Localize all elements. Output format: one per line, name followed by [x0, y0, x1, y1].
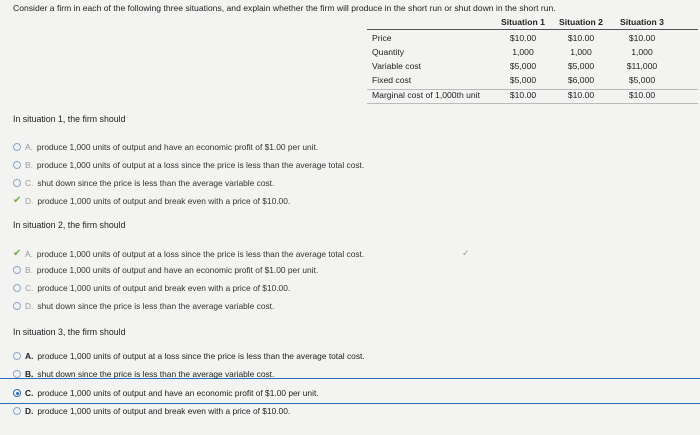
cell: $5,000: [509, 61, 537, 71]
radio-icon[interactable]: [13, 179, 21, 187]
table-row: [367, 90, 698, 103]
option-text: shut down since the price is less than the average variable cost.: [37, 178, 275, 188]
q2-option-a[interactable]: [13, 248, 364, 259]
header-situation-3: Situation 3: [620, 17, 664, 27]
option-letter: C.: [25, 178, 34, 188]
option-text: produce 1,000 units of output at a loss since the price is less than the average total cost.: [36, 160, 365, 170]
table-row: [367, 33, 698, 46]
option-text: produce 1,000 units of output at a loss since the price is less than the average total cost.: [36, 248, 365, 259]
cell: $10.00: [567, 90, 595, 100]
cell: $10.00: [509, 90, 537, 100]
radio-icon[interactable]: [13, 407, 21, 415]
table-divider: [367, 103, 698, 104]
radio-icon[interactable]: [13, 284, 21, 292]
cell: 1,000: [570, 47, 592, 57]
q2-option-d[interactable]: [13, 301, 274, 311]
option-text: shut down since the price is less than the average variable cost.: [37, 301, 275, 311]
option-text: produce 1,000 units of output and break even with a price of $10.00.: [37, 283, 291, 293]
option-letter: B.: [25, 160, 33, 170]
question-1: In situation 1, the firm should: [13, 114, 126, 124]
table-row: [367, 47, 698, 60]
cell: $6,000: [567, 75, 595, 85]
cell: $11,000: [626, 61, 658, 71]
option-text: produce 1,000 units of output and break even with a price of $10.00.: [37, 195, 291, 206]
radio-icon[interactable]: [13, 352, 21, 360]
option-text: produce 1,000 units of output and break even with a price of $10.00.: [37, 406, 291, 416]
radio-icon[interactable]: [13, 302, 21, 310]
option-letter: B.: [25, 369, 34, 379]
table-row: [367, 61, 698, 74]
option-text: shut down since the price is less than the average variable cost.: [37, 369, 275, 379]
check-icon: ✓: [462, 248, 470, 258]
q3-option-c[interactable]: [13, 388, 319, 398]
check-icon: ✔: [13, 195, 22, 206]
option-text: produce 1,000 units of output and have an economic profit of $1.00 per unit.: [36, 265, 319, 275]
cell: $5,000: [628, 75, 656, 85]
option-letter: D.: [25, 195, 34, 206]
cell: 1,000: [631, 47, 653, 57]
cell: $5,000: [567, 61, 595, 71]
radio-selected-icon[interactable]: [13, 389, 21, 397]
radio-icon[interactable]: [13, 161, 21, 169]
row-label: Price: [372, 33, 392, 43]
q1-option-c[interactable]: [13, 178, 274, 188]
row-label: Fixed cost: [372, 75, 412, 85]
cell: $10.00: [567, 33, 595, 43]
q3-option-d[interactable]: [13, 406, 290, 416]
cell: $10.00: [509, 33, 537, 43]
q1-option-d[interactable]: [13, 195, 290, 206]
question-3: In situation 3, the firm should: [13, 327, 126, 337]
radio-icon[interactable]: [13, 370, 21, 378]
option-letter: D.: [25, 301, 34, 311]
row-label: Variable cost: [372, 61, 422, 71]
option-text: produce 1,000 units of output at a loss since the price is less than the average total cost.: [37, 351, 365, 361]
option-letter: D.: [25, 406, 34, 416]
cell: 1,000: [512, 47, 534, 57]
header-situation-1: Situation 1: [501, 17, 545, 27]
cell: $10.00: [628, 33, 656, 43]
option-text: produce 1,000 units of output and have an economic profit of $1.00 per unit.: [37, 388, 319, 398]
q1-option-a[interactable]: [13, 142, 318, 152]
option-text: produce 1,000 units of output and have an economic profit of $1.00 per unit.: [36, 142, 319, 152]
option-letter: C.: [25, 283, 34, 293]
q1-option-b[interactable]: [13, 160, 364, 170]
radio-icon[interactable]: [13, 266, 21, 274]
question-prompt: Consider a firm in each of the following three situations, and explain whether the firm will produce in the short run or shut down in the short run.: [13, 3, 556, 13]
option-letter: C.: [25, 388, 34, 398]
q3-option-a[interactable]: [13, 351, 365, 361]
option-letter: A.: [25, 351, 34, 361]
q2-option-b[interactable]: [13, 265, 318, 275]
row-label: Marginal cost of 1,000th unit: [372, 90, 480, 100]
table-divider: [367, 29, 698, 30]
cell: $10.00: [628, 90, 656, 100]
cell: $5,000: [509, 75, 537, 85]
q2-option-c[interactable]: [13, 283, 290, 293]
header-situation-2: Situation 2: [559, 17, 603, 27]
row-label: Quantity: [372, 47, 405, 57]
radio-icon[interactable]: [13, 143, 21, 151]
option-letter: A.: [25, 142, 33, 152]
option-letter: A.: [25, 248, 33, 259]
table-row: [367, 75, 698, 88]
option-letter: B.: [25, 265, 33, 275]
check-icon: ✔: [13, 248, 22, 259]
q3-option-b[interactable]: [13, 369, 274, 379]
question-2: In situation 2, the firm should: [13, 220, 126, 230]
